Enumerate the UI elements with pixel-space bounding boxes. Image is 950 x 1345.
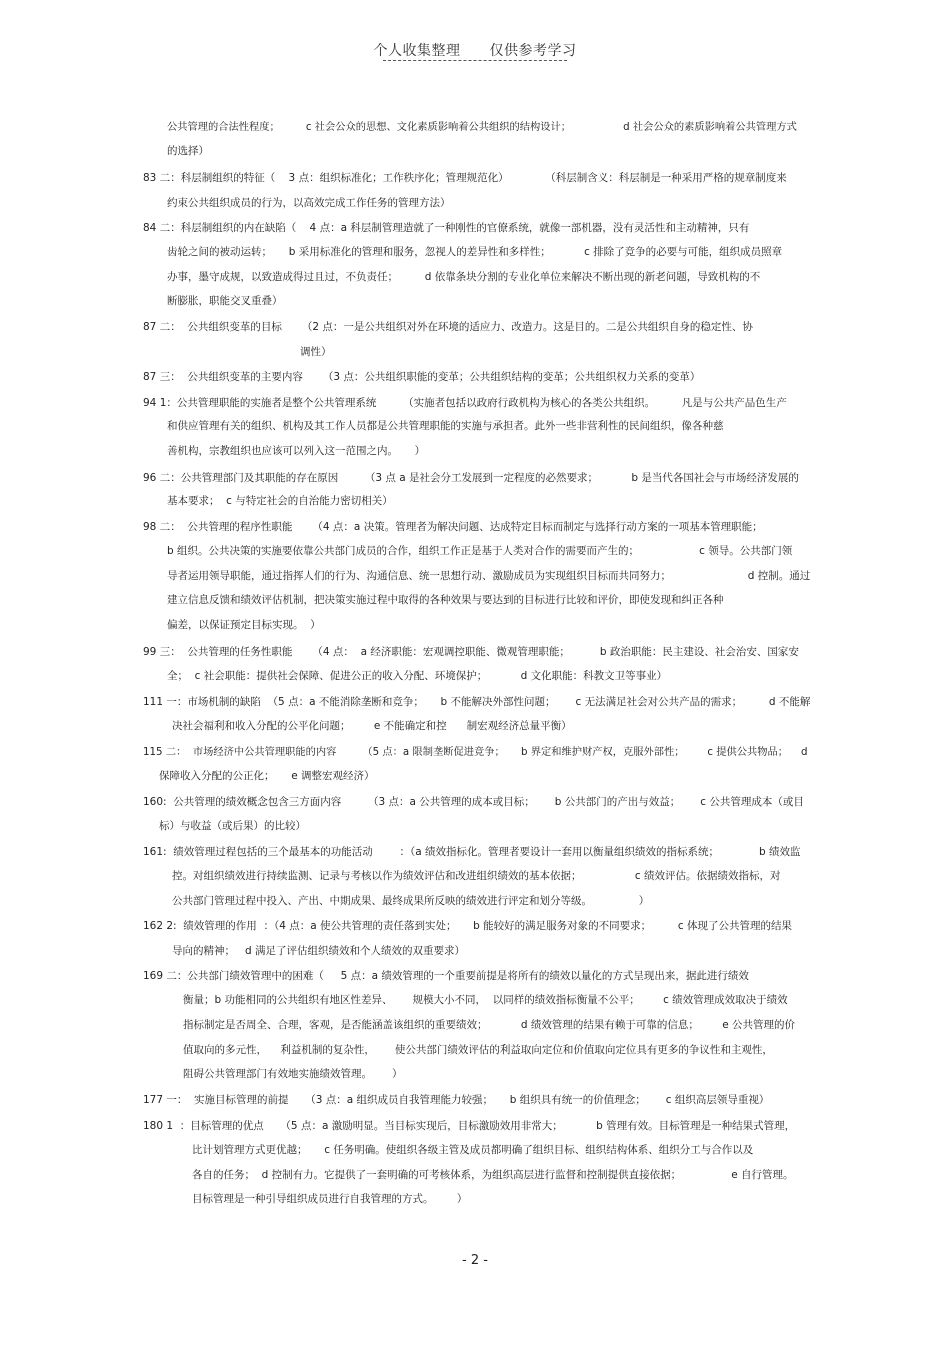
text-line: 的选择） xyxy=(167,145,209,157)
text-line: 115 二： 市场经济中公共管理职能的内容 （5 点：a 限制垄断促进竞争； b 界定和维护财产权，克服外部性； c 提供公共物品； d xyxy=(143,746,808,758)
text-line: 161: 绩效管理过程包括的三个最基本的功能活动 ：（a 绩效指标化。管理者要设计一套用以衡量组织绩效的指标系统； b 绩效监 xyxy=(143,846,801,858)
text-line: 98 二： 公共管理的程序性职能 （4 点：a 决策。管理者为解决问题、达成特定目标而制定与选择行动方案的一项基本管理职能； xyxy=(143,521,763,533)
text-line: 87 二： 公共组织变革的目标 （2 点：一是公共组织对外在环境的适应力、改造力。这是目的。二是公共组织自身的稳定性、协 xyxy=(143,321,753,333)
text-line: 96 二：公共管理部门及其职能的存在原因 （3 点 a 是社会分工发展到一定程度的必然要求； b 是当代各国社会与市场经济发展的 xyxy=(143,472,799,484)
text-line: 值取向的多元性， 利益机制的复杂性， 使公共部门绩效评估的利益取向定位和价值取向定位具有更多的争议性和主观性， xyxy=(183,1044,773,1056)
text-line: 目标管理是一种引导组织成员进行自我管理的方式。 ） xyxy=(192,1193,468,1205)
text-line: 调性） xyxy=(300,346,332,358)
text-line: 180 1 ：目标管理的优点 （5 点：a 激励明显。当目标实现后，目标激励效用非常大； b 管理有效。目标管理是一种结果式管理， xyxy=(143,1120,796,1132)
text-line: 99 三： 公共管理的任务性职能 （4 点： a 经济职能：宏观调控职能、微观管理职能； b 政治职能：民主建设、社会治安、国家安 xyxy=(143,646,799,658)
text-line: 阻碍公共管理部门有效地实施绩效管理。 ） xyxy=(183,1068,403,1080)
text-line: 指标制定是否周全、合理，客观，是否能涵盖该组织的重要绩效； d 绩效管理的结果有赖于可靠的信息； e 公共管理的价 xyxy=(183,1019,796,1031)
text-line: 94 1：公共管理职能的实施者是整个公共管理系统 （实施者包括以政府行政机构为核心的各类公共组织。 凡是与公共产品色生产 xyxy=(143,397,787,409)
text-line: 177 一： 实施目标管理的前提 （3 点：a 组织成员自我管理能力较强； b 组织具有统一的价值理念； c 组织高层领导重视） xyxy=(143,1094,770,1106)
text-line: 公共管理的合法性程度； c 社会公众的思想、文化素质影响着公共组织的结构设计； d 社会公众的素质影响着公共管理方式 xyxy=(167,121,797,133)
text-line: 导者运用领导职能，通过指挥人们的行为、沟通信息、统一思想行动、激励成员为实现组织目标而共同努力； d 控制。通过 xyxy=(167,570,811,582)
text-line: 控。对组织绩效进行持续监测、记录与考核以作为绩效评估和改进组织绩效的基本依据； c 绩效评估。依据绩效指标，对 xyxy=(172,870,781,882)
text-line: 83 二：科层制组织的特征（ 3 点：组织标准化；工作秩序化；管理规范化） （科层制含义：科层制是一种采用严格的规章制度来 xyxy=(143,172,787,184)
text-line: b 组织。公共决策的实施要依靠公共部门成员的合作，组织工作正是基于人类对合作的需要而产生的； c 领导。公共部门领 xyxy=(167,545,793,557)
text-line: 办事，墨守成规，以致造成得过且过，不负责任； d 依靠条块分割的专业化单位来解决不断出现的新老问题，导致机构的不 xyxy=(167,271,761,283)
text-line: 偏差，以保证预定目标实现。 ） xyxy=(167,619,321,631)
text-line: 断膨胀，职能交叉重叠） xyxy=(167,295,283,307)
text-line: 标）与收益（或后果）的比较） xyxy=(159,820,306,832)
header-left-text: 个人收集整理 xyxy=(373,43,461,59)
text-line: 和供应管理有关的组织、机构及其工作人员都是公共管理职能的实施与承担者。此外一些非营利性的民间组织，像各种慈 xyxy=(167,420,724,432)
text-line: 决社会福利和收入分配的公平化问题； e 不能确定和控 制宏观经济总量平衡） xyxy=(172,720,572,732)
text-line: 比计划管理方式更优越； c 任务明确。使组织各级主管及成员都明确了组织目标、组织结构体系、组织分工与合作以及 xyxy=(192,1144,754,1156)
text-line: 衡量；b 功能相同的公共组织有地区性差异、 规模大小不同， 以同样的绩效指标衡量不公平； c 绩效管理成效取决于绩效 xyxy=(183,994,788,1006)
header-right-text: 仅供参考学习 xyxy=(489,43,577,59)
text-line: 基本要求； c 与特定社会的自治能力密切相关） xyxy=(167,495,393,507)
text-line: 公共部门管理过程中投入、产出、中期成果、最终成果所反映的绩效进行评定和划分等级。 ） xyxy=(172,895,650,907)
text-line: 善机构，宗教组织也应该可以列入这一范围之内。 ） xyxy=(167,445,426,457)
text-line: 齿轮之间的被动运转； b 采用标准化的管理和服务，忽视人的差异性和多样性； c 排除了竞争的必要与可能，组织成员照章 xyxy=(167,246,783,258)
text-line: 84 二：科层制组织的内在缺陷（ 4 点：a 科层制管理造就了一种刚性的官僚系统，就像一部机器，没有灵活性和主动精神，只有 xyxy=(143,222,750,234)
text-line: 各自的任务； d 控制有力。它提供了一套明确的可考核体系，为组织高层进行监督和控制提供直接依据； e 自行管理。 xyxy=(192,1169,794,1181)
page-number: - 2 - xyxy=(462,1253,488,1268)
page-header xyxy=(0,40,950,60)
header-divider xyxy=(383,60,567,61)
text-line: 导向的精神； d 满足了评估组织绩效和个人绩效的双重要求） xyxy=(172,945,466,957)
text-line: 保障收入分配的公正化； e 调整宏观经济） xyxy=(159,770,375,782)
text-line: 建立信息反馈和绩效评估机制，把决策实施过程中取得的各种效果与要达到的目标进行比较和评价，即使发现和纠正各种 xyxy=(167,594,724,606)
text-line: 约束公共组织成员的行为，以高效完成工作任务的管理方法） xyxy=(167,197,451,209)
text-line: 160: 公共管理的绩效概念包含三方面内容 （3 点：a 公共管理的成本或目标； b 公共部门的产出与效益； c 公共管理成本（或目 xyxy=(143,796,804,808)
text-line: 111 一：市场机制的缺陷 （5 点：a 不能消除垄断和竞争； b 不能解决外部性问题； c 无法满足社会对公共产品的需求； d 不能解 xyxy=(143,696,811,708)
text-line: 全； c 社会职能：提供社会保障、促进公正的收入分配、环境保护； d 文化职能：科教文卫等事业） xyxy=(167,670,668,682)
text-line: 169 二：公共部门绩效管理中的困难（ 5 点：a 绩效管理的一个重要前提是将所有的绩效以量化的方式呈现出来，据此进行绩效 xyxy=(143,970,749,982)
text-line: 162 2: 绩效管理的作用 ：（4 点：a 使公共管理的责任落到实处； b 能较好的满足服务对象的不同要求； c 体现了公共管理的结果 xyxy=(143,920,792,932)
text-line: 87 三： 公共组织变革的主要内容 （3 点：公共组织职能的变革；公共组织结构的变革；公共组织权力关系的变革） xyxy=(143,371,701,383)
